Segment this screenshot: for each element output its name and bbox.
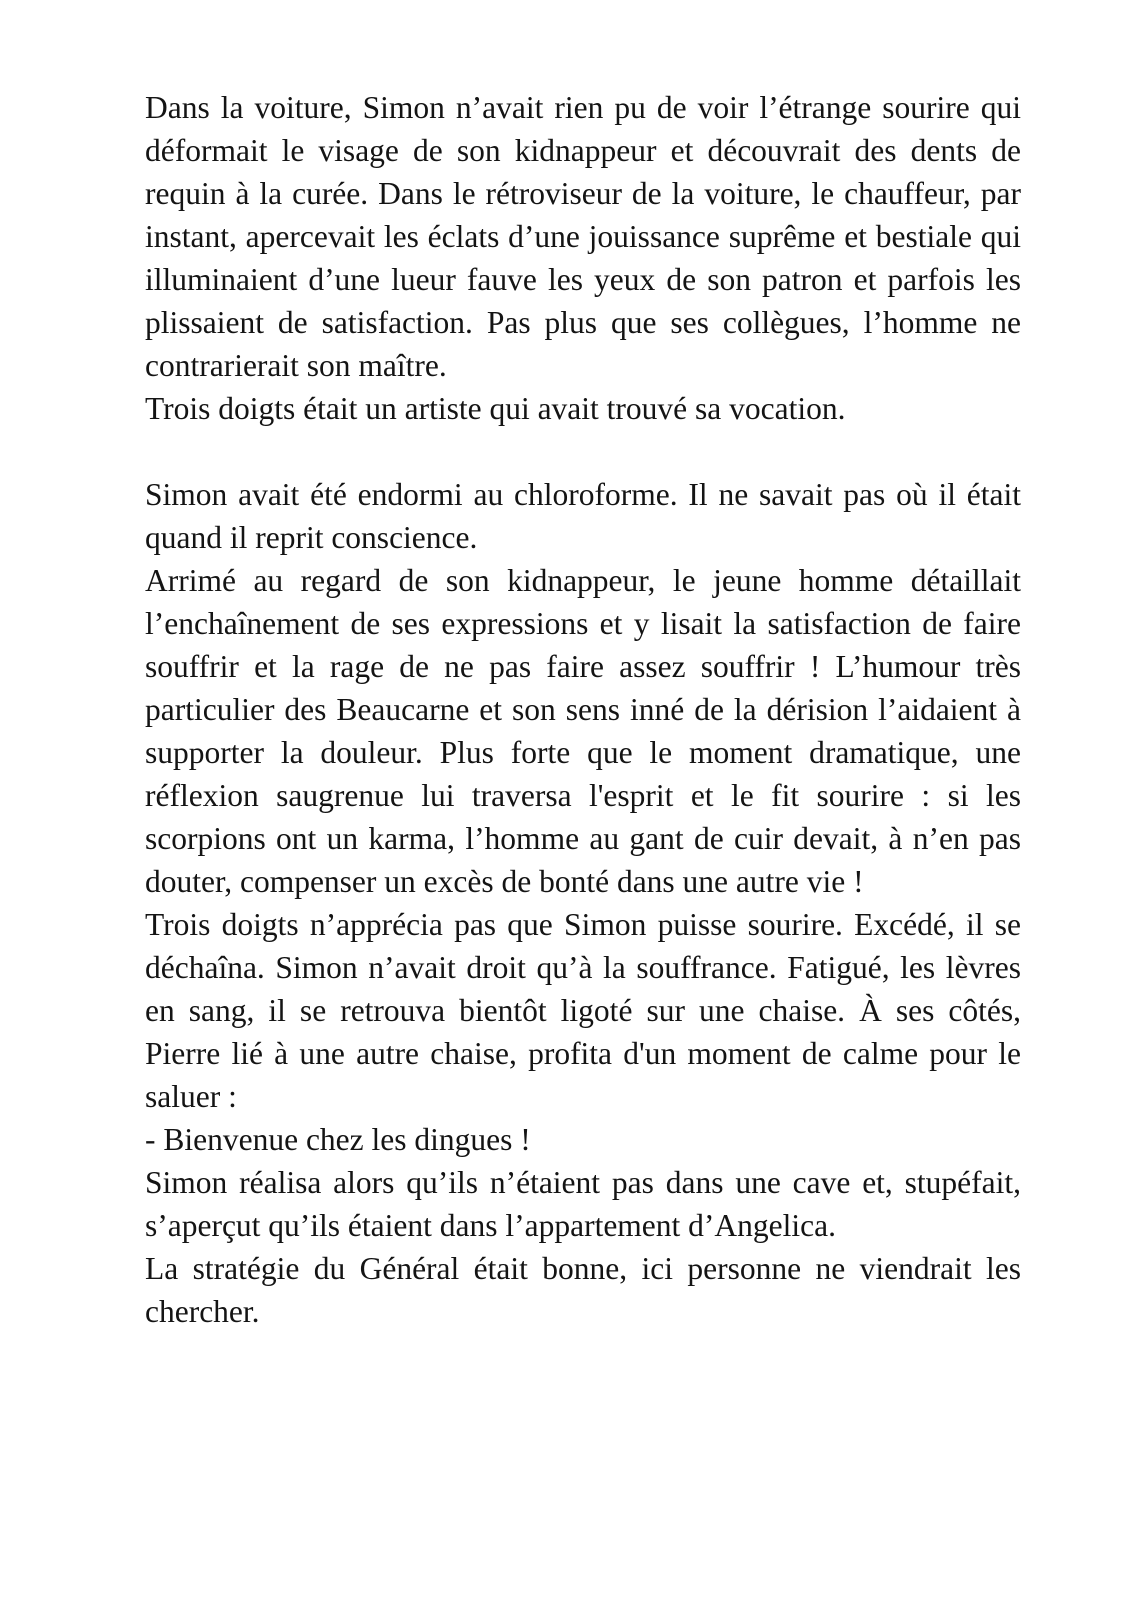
paragraph: La stratégie du Général était bonne, ici personne ne viendrait les chercher. <box>145 1251 1021 1329</box>
paragraph: Trois doigts n’apprécia pas que Simon puisse sourire. Excédé, il se déchaîna. Simon n’avait droit qu’à la souffrance. Fatigué, les lèvres en sang, il se retrouva bientôt ligoté sur une chaise. À ses côtés, Pierre lié à une autre chaise, profita d'un moment de calme pour le saluer : <box>145 907 1021 1114</box>
document-page <box>145 86 1021 1333</box>
paragraph: Arrimé au regard de son kidnappeur, le jeune homme détaillait l’enchaînement de ses expressions et y lisait la satisfaction de faire souffrir et la rage de ne pas faire assez souffrir ! L’humour très particulier des Beaucarne et son sens inné de la dérision l’aidaient à supporter la douleur. Plus forte que le moment dramatique, une réflexion saugrenue lui traversa l'esprit et le fit sourire : si les scorpions ont un karma, l’homme au gant de cuir devait, à n’en pas douter, compenser un excès de bonté dans une autre vie ! <box>145 563 1021 899</box>
dialogue-line: - Bienvenue chez les dingues ! <box>145 1122 531 1157</box>
paragraph: Dans la voiture, Simon n’avait rien pu de voir l’étrange sourire qui déformait le visage de son kidnappeur et découvrait des dents de requin à la curée. Dans le rétroviseur de la voiture, le chauffeur, par instant, apercevait les éclats d’une jouissance suprême et bestiale qui illuminaient d’une lueur fauve les yeux de son patron et parfois les plissaient de satisfaction. Pas plus que ses collègues, l’homme ne contrarierait son maître. <box>145 90 1021 383</box>
paragraph: Trois doigts était un artiste qui avait trouvé sa vocation. <box>145 391 846 426</box>
paragraph: Simon avait été endormi au chloroforme. Il ne savait pas où il était quand il reprit conscience. <box>145 477 1021 555</box>
paragraph-spacer <box>145 430 1021 473</box>
paragraph: Simon réalisa alors qu’ils n’étaient pas dans une cave et, stupéfait, s’aperçut qu’ils étaient dans l’appartement d’Angelica. <box>145 1165 1021 1243</box>
